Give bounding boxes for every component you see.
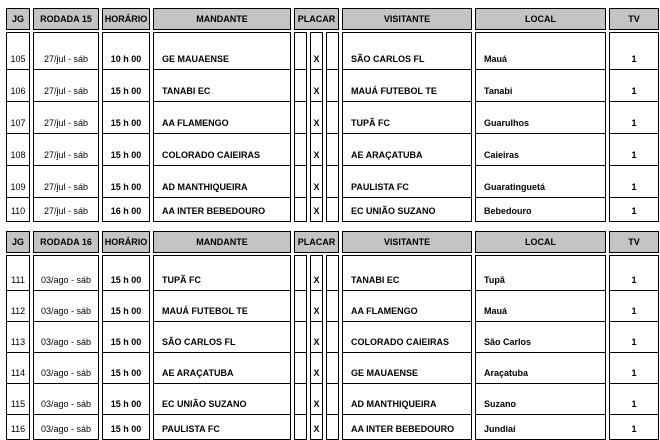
tv-cell: 1 bbox=[609, 414, 659, 440]
away-score-box bbox=[326, 101, 339, 134]
match-date-cell: 27/jul - sáb bbox=[33, 133, 99, 166]
match-row bbox=[6, 352, 659, 384]
home-score-box bbox=[294, 165, 307, 198]
away-score-box bbox=[326, 321, 339, 353]
tv-cell: 1 bbox=[609, 69, 659, 102]
match-number-cell: 110 bbox=[6, 197, 30, 222]
home-score-box bbox=[294, 352, 307, 384]
col-header-local: LOCAL bbox=[475, 231, 606, 253]
tv-cell: 1 bbox=[609, 101, 659, 134]
versus-x-cell: X bbox=[310, 69, 323, 102]
match-number-cell: 112 bbox=[6, 290, 30, 322]
away-team-cell: AD MANTHIQUEIRA bbox=[342, 383, 472, 415]
match-time-cell: 15 h 00 bbox=[102, 321, 150, 353]
match-number-cell: 116 bbox=[6, 414, 30, 440]
venue-cell: Tupã bbox=[475, 255, 606, 291]
versus-x-cell: X bbox=[310, 133, 323, 166]
home-team-cell: AA INTER BEBEDOURO bbox=[153, 197, 291, 222]
match-date-cell: 03/ago - sáb bbox=[33, 290, 99, 322]
venue-cell: Guaratinguetá bbox=[475, 165, 606, 198]
tv-cell: 1 bbox=[609, 383, 659, 415]
match-number-cell: 114 bbox=[6, 352, 30, 384]
home-team-cell: AD MANTHIQUEIRA bbox=[153, 165, 291, 198]
versus-x-cell: X bbox=[310, 197, 323, 222]
venue-cell: Bebedouro bbox=[475, 197, 606, 222]
match-number-cell: 105 bbox=[6, 32, 30, 70]
match-number-cell: 108 bbox=[6, 133, 30, 166]
home-score-box bbox=[294, 383, 307, 415]
match-number-cell: 106 bbox=[6, 69, 30, 102]
tv-cell: 1 bbox=[609, 321, 659, 353]
col-header-jg: JG bbox=[6, 8, 30, 30]
match-number-cell: 111 bbox=[6, 255, 30, 291]
match-row bbox=[6, 255, 659, 291]
away-score-box bbox=[326, 133, 339, 166]
match-time-cell: 15 h 00 bbox=[102, 255, 150, 291]
away-team-cell: AE ARAÇATUBA bbox=[342, 133, 472, 166]
col-header-visitante: VISITANTE bbox=[342, 231, 472, 253]
away-team-cell: AA INTER BEBEDOURO bbox=[342, 414, 472, 440]
match-row bbox=[6, 133, 659, 166]
match-time-cell: 15 h 00 bbox=[102, 383, 150, 415]
away-team-cell: MAUÁ FUTEBOL TE bbox=[342, 69, 472, 102]
home-score-box bbox=[294, 414, 307, 440]
away-team-cell: TANABI EC bbox=[342, 255, 472, 291]
venue-cell: Tanabi bbox=[475, 69, 606, 102]
match-number-cell: 109 bbox=[6, 165, 30, 198]
col-header-local: LOCAL bbox=[475, 8, 606, 30]
match-number-cell: 113 bbox=[6, 321, 30, 353]
home-score-box bbox=[294, 321, 307, 353]
away-score-box bbox=[326, 352, 339, 384]
home-team-cell: MAUÁ FUTEBOL TE bbox=[153, 290, 291, 322]
away-score-box bbox=[326, 69, 339, 102]
col-header-horario: HORÁRIO bbox=[102, 8, 150, 30]
venue-cell: Suzano bbox=[475, 383, 606, 415]
home-score-box bbox=[294, 290, 307, 322]
match-time-cell: 15 h 00 bbox=[102, 165, 150, 198]
col-header-tv: TV bbox=[609, 8, 659, 30]
table-header-row bbox=[6, 231, 659, 253]
home-score-box bbox=[294, 255, 307, 291]
away-team-cell: AA FLAMENGO bbox=[342, 290, 472, 322]
match-time-cell: 15 h 00 bbox=[102, 133, 150, 166]
away-score-box bbox=[326, 32, 339, 70]
home-team-cell: COLORADO CAIEIRAS bbox=[153, 133, 291, 166]
match-row bbox=[6, 165, 659, 198]
col-header-tv: TV bbox=[609, 231, 659, 253]
versus-x-cell: X bbox=[310, 290, 323, 322]
home-score-box bbox=[294, 32, 307, 70]
match-date-cell: 27/jul - sáb bbox=[33, 32, 99, 70]
match-time-cell: 15 h 00 bbox=[102, 101, 150, 134]
venue-cell: Araçatuba bbox=[475, 352, 606, 384]
tv-cell: 1 bbox=[609, 133, 659, 166]
home-team-cell: GE MAUAENSE bbox=[153, 32, 291, 70]
col-header-visitante: VISITANTE bbox=[342, 8, 472, 30]
match-time-cell: 10 h 00 bbox=[102, 32, 150, 70]
match-row bbox=[6, 383, 659, 415]
home-team-cell: TANABI EC bbox=[153, 69, 291, 102]
venue-cell: São Carlos bbox=[475, 321, 606, 353]
col-header-rodada: RODADA 16 bbox=[33, 231, 99, 253]
match-time-cell: 15 h 00 bbox=[102, 352, 150, 384]
tv-cell: 1 bbox=[609, 165, 659, 198]
match-date-cell: 27/jul - sáb bbox=[33, 197, 99, 222]
match-time-cell: 15 h 00 bbox=[102, 414, 150, 440]
col-header-jg: JG bbox=[6, 231, 30, 253]
tv-cell: 1 bbox=[609, 32, 659, 70]
match-row bbox=[6, 414, 659, 440]
match-number-cell: 115 bbox=[6, 383, 30, 415]
versus-x-cell: X bbox=[310, 165, 323, 198]
match-row bbox=[6, 32, 659, 70]
fixtures-table-rodada-15 bbox=[6, 8, 659, 222]
home-score-box bbox=[294, 101, 307, 134]
match-row bbox=[6, 290, 659, 322]
versus-x-cell: X bbox=[310, 101, 323, 134]
tv-cell: 1 bbox=[609, 197, 659, 222]
match-row bbox=[6, 101, 659, 134]
away-score-box bbox=[326, 290, 339, 322]
tv-cell: 1 bbox=[609, 352, 659, 384]
away-team-cell: EC UNIÃO SUZANO bbox=[342, 197, 472, 222]
away-team-cell: TUPÃ FC bbox=[342, 101, 472, 134]
venue-cell: Mauá bbox=[475, 290, 606, 322]
match-row bbox=[6, 69, 659, 102]
versus-x-cell: X bbox=[310, 383, 323, 415]
match-row bbox=[6, 321, 659, 353]
col-header-mandante: MANDANTE bbox=[153, 8, 291, 30]
col-header-placar: PLACAR bbox=[294, 8, 339, 30]
home-score-box bbox=[294, 197, 307, 222]
match-date-cell: 27/jul - sáb bbox=[33, 69, 99, 102]
versus-x-cell: X bbox=[310, 32, 323, 70]
away-team-cell: SÃO CARLOS FL bbox=[342, 32, 472, 70]
away-score-box bbox=[326, 255, 339, 291]
away-team-cell: GE MAUAENSE bbox=[342, 352, 472, 384]
home-score-box bbox=[294, 133, 307, 166]
table-header-row bbox=[6, 8, 659, 30]
match-date-cell: 03/ago - sáb bbox=[33, 414, 99, 440]
match-date-cell: 03/ago - sáb bbox=[33, 321, 99, 353]
match-time-cell: 15 h 00 bbox=[102, 290, 150, 322]
home-team-cell: SÃO CARLOS FL bbox=[153, 321, 291, 353]
match-time-cell: 16 h 00 bbox=[102, 197, 150, 222]
away-score-box bbox=[326, 414, 339, 440]
col-header-horario: HORÁRIO bbox=[102, 231, 150, 253]
venue-cell: Caieiras bbox=[475, 133, 606, 166]
venue-cell: Mauá bbox=[475, 32, 606, 70]
away-score-box bbox=[326, 197, 339, 222]
fixtures-table-rodada-16 bbox=[6, 231, 659, 440]
match-row bbox=[6, 197, 659, 222]
home-score-box bbox=[294, 69, 307, 102]
venue-cell: Jundiaí bbox=[475, 414, 606, 440]
match-date-cell: 03/ago - sáb bbox=[33, 352, 99, 384]
match-date-cell: 03/ago - sáb bbox=[33, 383, 99, 415]
home-team-cell: PAULISTA FC bbox=[153, 414, 291, 440]
match-number-cell: 107 bbox=[6, 101, 30, 134]
col-header-mandante: MANDANTE bbox=[153, 231, 291, 253]
match-time-cell: 15 h 00 bbox=[102, 69, 150, 102]
col-header-rodada: RODADA 15 bbox=[33, 8, 99, 30]
versus-x-cell: X bbox=[310, 321, 323, 353]
home-team-cell: EC UNIÃO SUZANO bbox=[153, 383, 291, 415]
versus-x-cell: X bbox=[310, 352, 323, 384]
versus-x-cell: X bbox=[310, 414, 323, 440]
away-team-cell: PAULISTA FC bbox=[342, 165, 472, 198]
versus-x-cell: X bbox=[310, 255, 323, 291]
away-score-box bbox=[326, 165, 339, 198]
tv-cell: 1 bbox=[609, 255, 659, 291]
col-header-placar: PLACAR bbox=[294, 231, 339, 253]
away-score-box bbox=[326, 383, 339, 415]
home-team-cell: AE ARAÇATUBA bbox=[153, 352, 291, 384]
tv-cell: 1 bbox=[609, 290, 659, 322]
away-team-cell: COLORADO CAIEIRAS bbox=[342, 321, 472, 353]
home-team-cell: TUPÃ FC bbox=[153, 255, 291, 291]
venue-cell: Guarulhos bbox=[475, 101, 606, 134]
match-date-cell: 03/ago - sáb bbox=[33, 255, 99, 291]
match-date-cell: 27/jul - sáb bbox=[33, 165, 99, 198]
match-date-cell: 27/jul - sáb bbox=[33, 101, 99, 134]
home-team-cell: AA FLAMENGO bbox=[153, 101, 291, 134]
